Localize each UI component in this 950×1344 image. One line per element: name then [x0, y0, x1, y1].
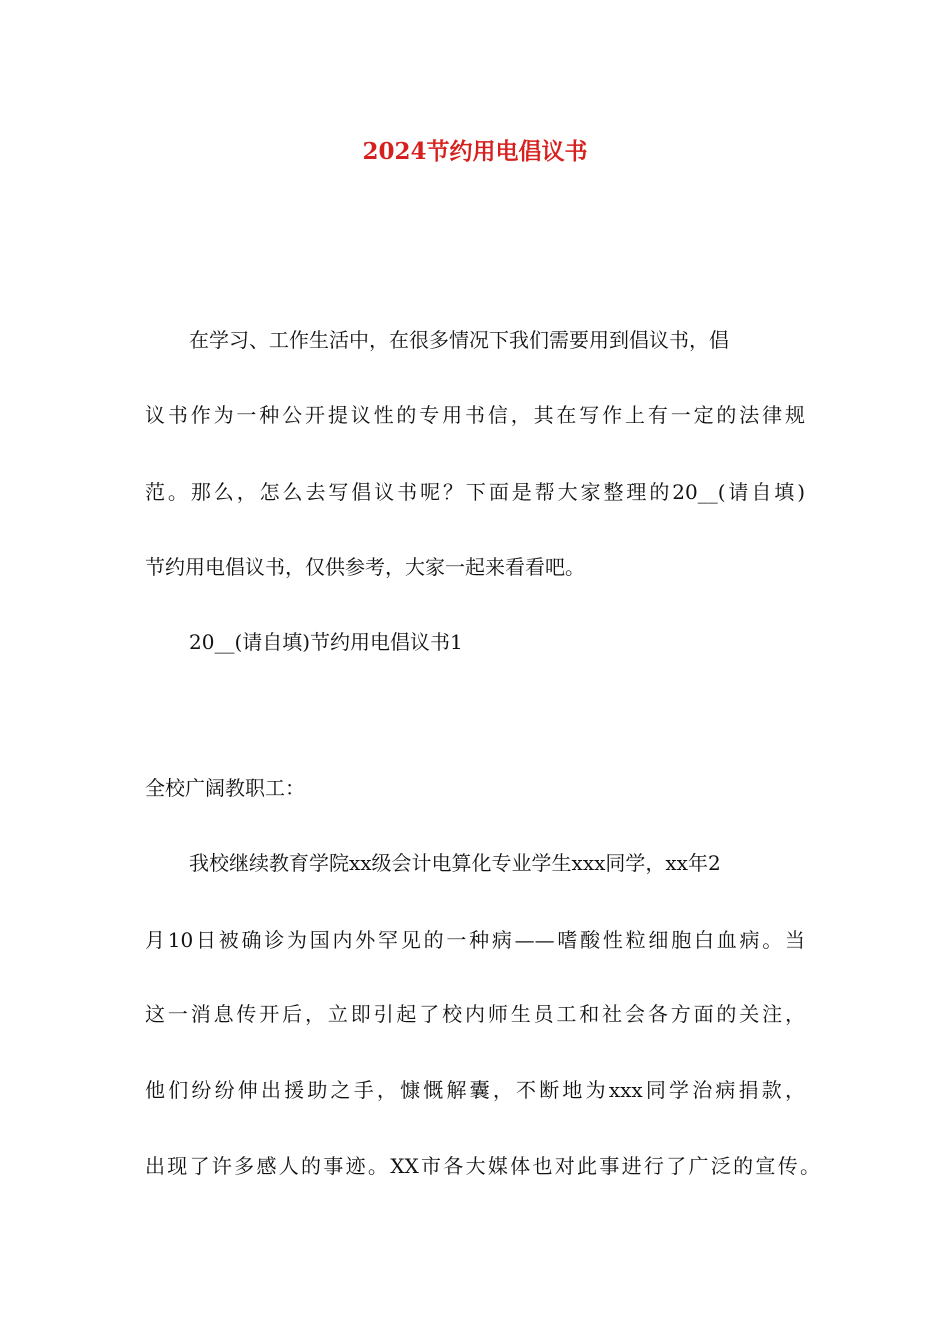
intro-line-2: 议书作为一种公开提议性的专用书信，其在写作上有一定的法律规 [145, 403, 805, 427]
intro-line-4: 节约用电倡议书，仅供参考，大家一起来看看吧。 [145, 555, 585, 579]
intro-line-1: 在学习、工作生活中，在很多情况下我们需要用到倡议书，倡 [189, 328, 729, 352]
intro-line-3: 范。那么，怎么去写倡议书呢？下面是帮大家整理的20__(请自填) [145, 480, 805, 504]
body-line-4: 他们纷纷伸出援助之手，慷慨解囊，不断地为xxx同学治病捐款， [145, 1078, 805, 1102]
body-line-1: 我校继续教育学院xx级会计电算化专业学生xxx同学，xx年2 [189, 851, 721, 875]
body-line-5: 出现了许多感人的事迹。XX市各大媒体也对此事进行了广泛的宣传。 [145, 1154, 820, 1178]
salutation: 全校广阔教职工： [145, 776, 305, 800]
document-title: 2024节约用电倡议书 [362, 138, 588, 165]
section-heading: 20__(请自填)节约用电倡议书1 [189, 630, 463, 654]
body-line-3: 这一消息传开后，立即引起了校内师生员工和社会各方面的关注， [145, 1002, 805, 1026]
body-line-2: 月10日被确诊为国内外罕见的一种病——嗜酸性粒细胞白血病。当 [145, 928, 805, 952]
